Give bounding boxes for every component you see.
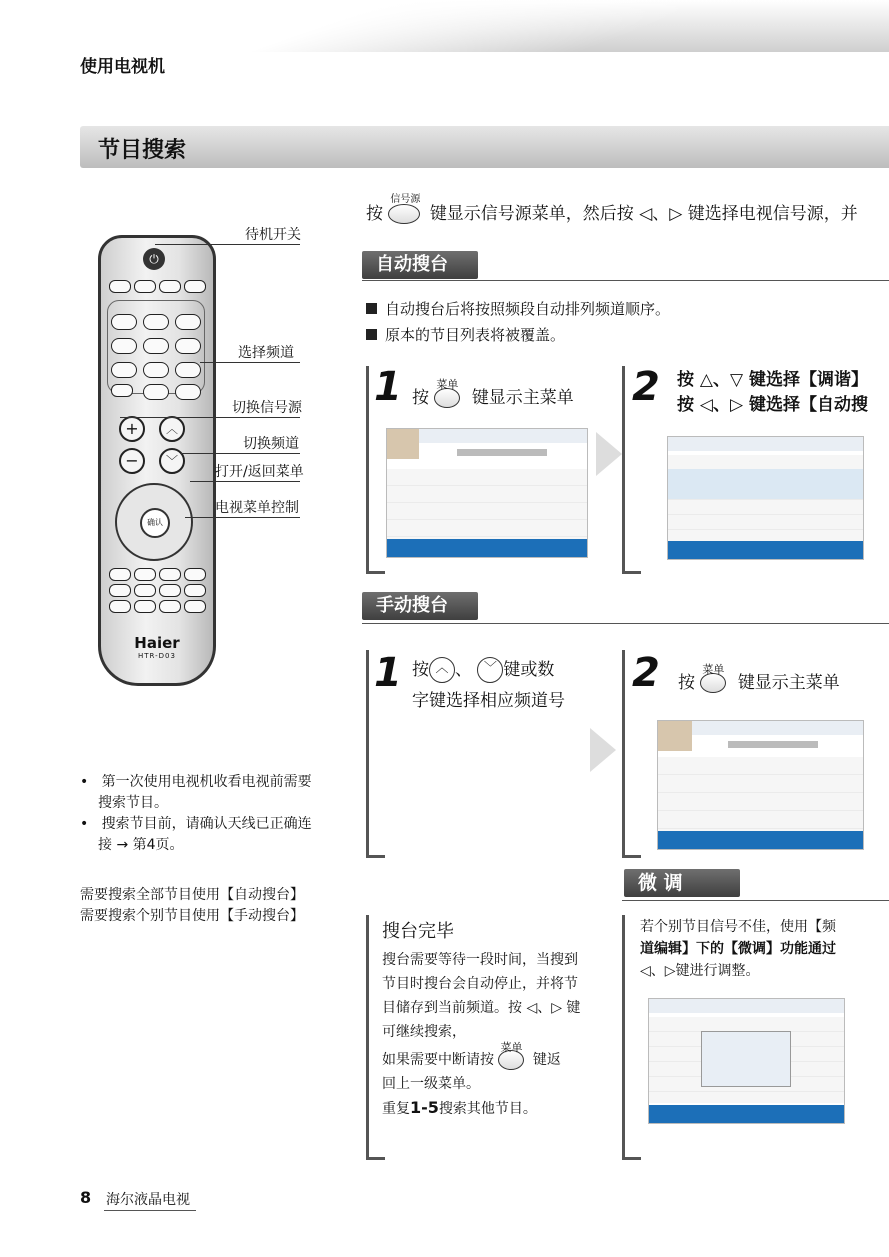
intro-line — [366, 194, 858, 224]
dpad-icon — [115, 483, 193, 561]
callout-source: 切换信号源 — [232, 400, 302, 416]
step-number: 2 — [632, 650, 660, 696]
tv-menu-screenshot — [648, 998, 845, 1124]
channel-down-icon: ﹀ — [159, 448, 185, 474]
manual-step1-text: 按 ︿ 、 ﹀ 键或数 字键选择相应频道号 — [412, 655, 565, 717]
step-frame — [622, 915, 641, 1160]
page-title: 节目搜索 — [98, 138, 187, 163]
divider — [362, 623, 889, 624]
channel-down-key-icon: ﹀ — [477, 657, 503, 683]
divider — [104, 1210, 196, 1211]
arrow-right-icon — [596, 432, 622, 476]
done-paragraph: 搜台需要等待一段时间，当搜到节目时搜台会自动停止，并将节目储存到当前频道。按 ◁、▷ 键可继续搜索， — [382, 952, 581, 1040]
footer-brand: 海尔液晶电视 — [106, 1192, 190, 1208]
divider — [362, 280, 889, 281]
auto-step2-text: 按 △、▽ 键选择【调谐】 按 ◁、▷ 键选择【自动搜 — [677, 370, 868, 415]
summary — [80, 885, 304, 927]
source-key-icon — [388, 204, 420, 224]
source-key-label: 信号源 — [390, 194, 421, 205]
section-header: 使用电视机 — [80, 57, 165, 77]
ok-button-icon: 确认 — [140, 508, 170, 538]
bullet: 自动搜台后将按照频段自动排列频道顺序。 — [366, 296, 670, 322]
done-interrupt: 如果需要中断请按 菜单 键返 回上一级菜单。 重复1-5搜索其他节目。 — [382, 1041, 561, 1117]
done-title: 搜台完毕 — [382, 921, 454, 942]
top-decoration-band — [0, 0, 889, 52]
tv-menu-screenshot — [667, 436, 864, 560]
auto-step1-text: 按 菜单 键显示主菜单 — [412, 378, 574, 408]
note-item: • 第一次使用电视机收看电视前需要搜索节目。 — [80, 774, 312, 811]
note-item: • 搜索节目前，请确认天线已正确连接 → 第4页。 — [80, 816, 312, 853]
menu-key: 菜单 — [700, 673, 732, 693]
arrow-right-icon — [590, 728, 616, 772]
fine-tune-heading: 微 调 — [624, 869, 740, 897]
callout-select-channel: 选择频道 — [238, 345, 294, 361]
callout-channel: 切换频道 — [243, 436, 299, 452]
divider — [622, 900, 889, 901]
callout-menu-control: 电视菜单控制 — [215, 500, 299, 516]
remote-brand-logo: Haier — [134, 634, 180, 652]
fine-tune-text: 若个别节目信号不佳，使用【频 道编辑】下的【微调】功能通过 ◁、▷键进行调整。 — [640, 919, 836, 979]
page-title-bar — [80, 126, 889, 168]
manual-search-heading: 手动搜台 — [362, 592, 478, 620]
step-number: 2 — [632, 364, 660, 410]
page-number: 8 — [80, 1188, 92, 1207]
step-number: 1 — [374, 364, 402, 410]
auto-search-heading: 自动搜台 — [362, 251, 478, 279]
summary-manual: 需要搜索个别节目使用【手动搜台】 — [80, 908, 304, 924]
menu-key: 菜单 — [434, 388, 466, 408]
auto-bullets — [366, 296, 670, 348]
menu-key: 菜单 — [498, 1048, 528, 1072]
tv-menu-screenshot — [657, 720, 864, 850]
volume-up-icon: + — [119, 416, 145, 442]
channel-up-icon: ︿ — [159, 416, 185, 442]
remote-model: HTR-D03 — [138, 652, 176, 660]
channel-up-key-icon: ︿ — [429, 657, 455, 683]
intro-prefix: 按 — [366, 204, 383, 224]
summary-auto: 需要搜索全部节目使用【自动搜台】 — [80, 887, 304, 903]
step-number: 1 — [374, 650, 402, 696]
callout-power: 待机开关 — [245, 227, 301, 243]
callout-menu: 打开/返回菜单 — [215, 464, 304, 480]
tv-menu-screenshot — [386, 428, 588, 558]
source-key — [388, 194, 424, 224]
remote-control-image — [98, 235, 216, 686]
power-icon: ⏻ — [143, 248, 165, 270]
volume-down-icon: − — [119, 448, 145, 474]
intro-text: 键显示信号源菜单，然后按 ◁、▷ 键选择电视信号源，并 — [429, 204, 858, 224]
notes-list — [80, 772, 312, 856]
manual-step2-text: 按 菜单 键显示主菜单 — [678, 663, 840, 693]
bullet: 原本的节目列表将被覆盖。 — [366, 322, 670, 348]
